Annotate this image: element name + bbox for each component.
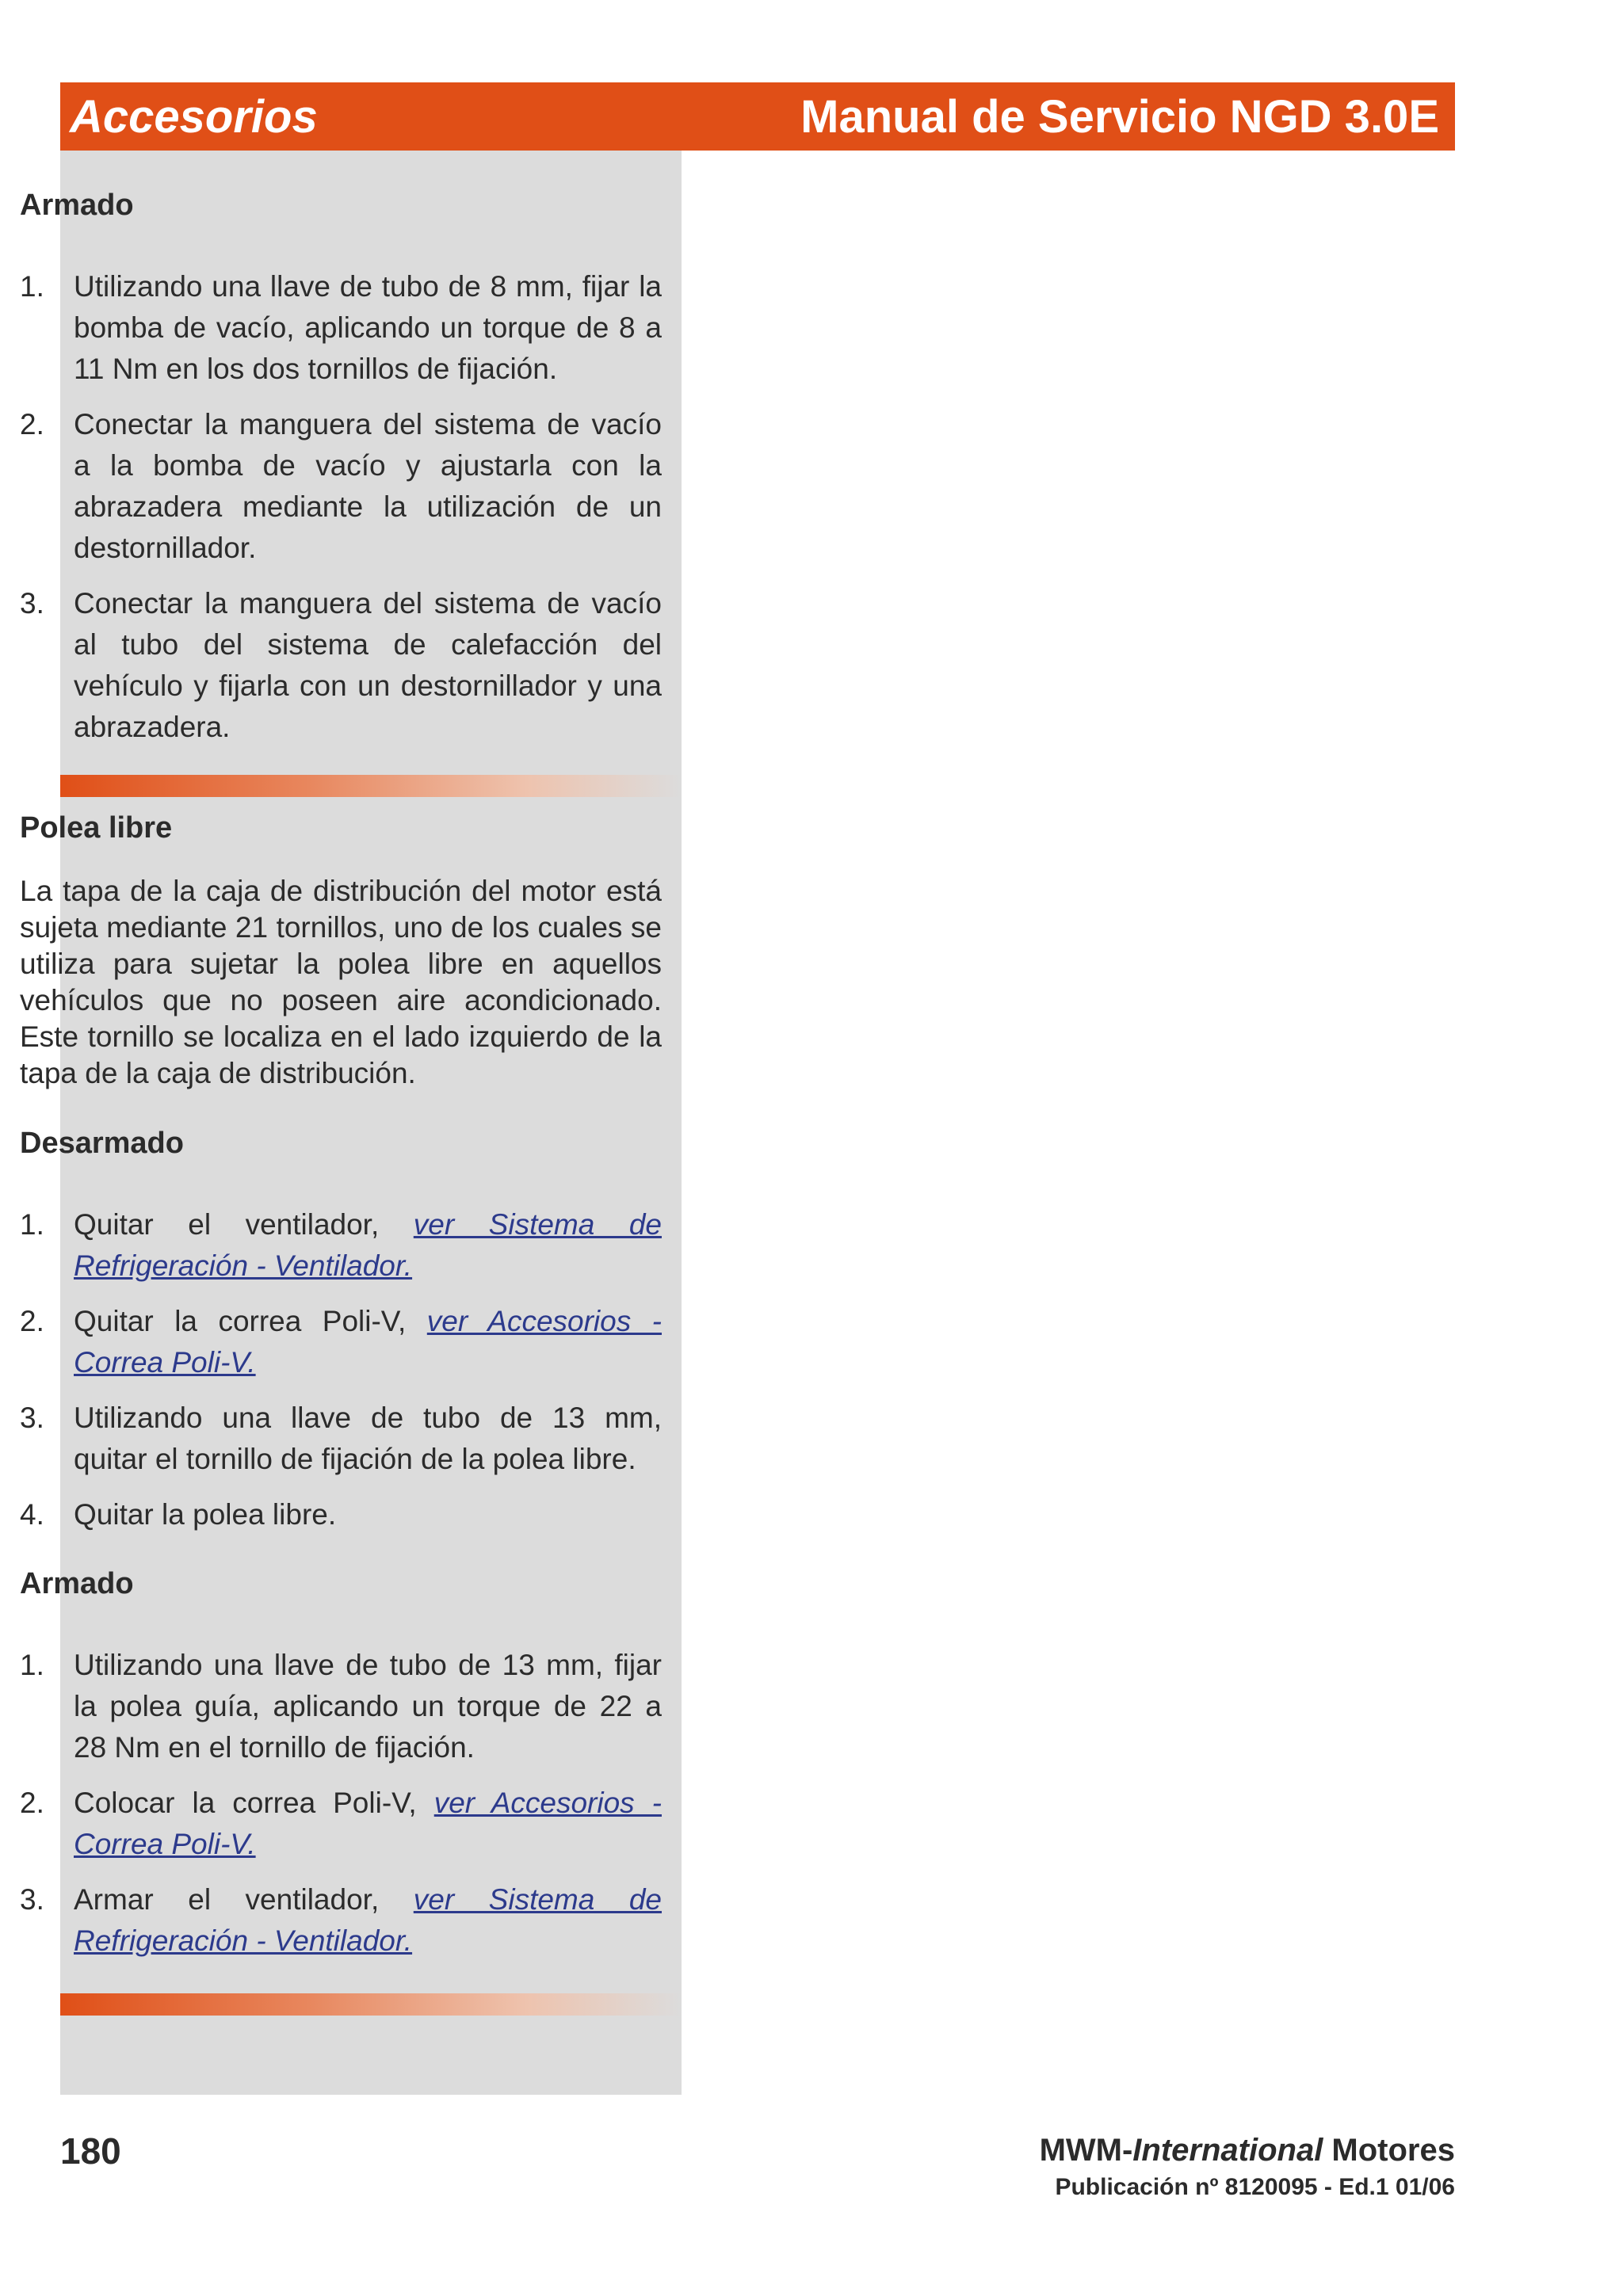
polea-libre-section [20, 811, 662, 845]
section-divider [60, 1993, 682, 2016]
armado-steps-2 [20, 1645, 662, 1976]
armado-heading: Armado [20, 189, 134, 222]
link-sistema-refrigeracion[interactable]: ver Sistema de Refrigeración - Ventilador. [74, 1208, 662, 1282]
list-item: 2. Colocar la correa Poli-V, ver Accesorios - Correa Poli-V. [20, 1787, 662, 1860]
list-item: 1. Utilizando una llave de tubo de 8 mm, fijar la bomba de vacío, aplicando un torque de 8 a 11 Nm en los dos tornillos de fijación. [20, 270, 662, 385]
list-item: 3. Conectar la manguera del sistema de vacío al tubo del sistema de calefacción del vehículo y fijarla con un destornillador y una abrazadera. [20, 587, 662, 743]
link-sistema-refrigeracion[interactable]: ver Sistema de Refrigeración - Ventilador. [74, 1883, 662, 1957]
page-header [60, 82, 1455, 151]
polea-description: La tapa de la caja de distribución del motor está sujeta mediante 21 tornillos, uno de los cuales se utiliza para sujetar la polea libre en aquellos vehículos que no poseen aire acondicionado. Este tornillo se localiza en el lado izquierdo de la tapa de la caja de distribución. [20, 875, 662, 1089]
list-item: 3. Armar el ventilador, ver Sistema de Refrigeración - Ventilador. [20, 1883, 662, 1957]
link-correa-poli-v[interactable]: ver Accesorios - Correa Poli-V. [74, 1787, 662, 1860]
list-item: 2. Conectar la manguera del sistema de vacío a la bomba de vacío y ajustarla con la abrazadera mediante la utilización de un destornillador. [20, 408, 662, 564]
link-correa-poli-v[interactable]: ver Accesorios - Correa Poli-V. [74, 1305, 662, 1379]
armado-section-2 [20, 1567, 662, 1601]
armado-section-1 [20, 189, 662, 223]
manual-title: Manual de Servicio NGD 3.0E [800, 90, 1439, 143]
armado-steps-1 [20, 266, 662, 762]
polea-heading: Polea libre [20, 811, 173, 845]
company-name: MWM-International Motores [1039, 2133, 1455, 2168]
list-item: 2. Quitar la correa Poli-V, ver Accesorios - Correa Poli-V. [20, 1305, 662, 1379]
armado-heading: Armado [20, 1567, 134, 1600]
section-divider [60, 775, 682, 797]
list-item: 1. Quitar el ventilador, ver Sistema de Refrigeración - Ventilador. [20, 1208, 662, 1282]
list-item: 3. Utilizando una llave de tubo de 13 mm, quitar el tornillo de fijación de la polea libre. [20, 1402, 662, 1475]
desarmado-steps [20, 1204, 662, 1550]
page-number: 180 [60, 2130, 121, 2172]
list-item: 4. Quitar la polea libre. [20, 1498, 337, 1531]
section-title: Accesorios [70, 90, 318, 143]
publication-info: Publicación nº 8120095 - Ed.1 01/06 [1055, 2174, 1455, 2200]
desarmado-heading: Desarmado [20, 1127, 184, 1160]
desarmado-section [20, 1127, 662, 1161]
list-item: 1. Utilizando una llave de tubo de 13 mm, fijar la polea guía, aplicando un torque de 22 a 28 Nm en el tornillo de fijación. [20, 1649, 662, 1764]
